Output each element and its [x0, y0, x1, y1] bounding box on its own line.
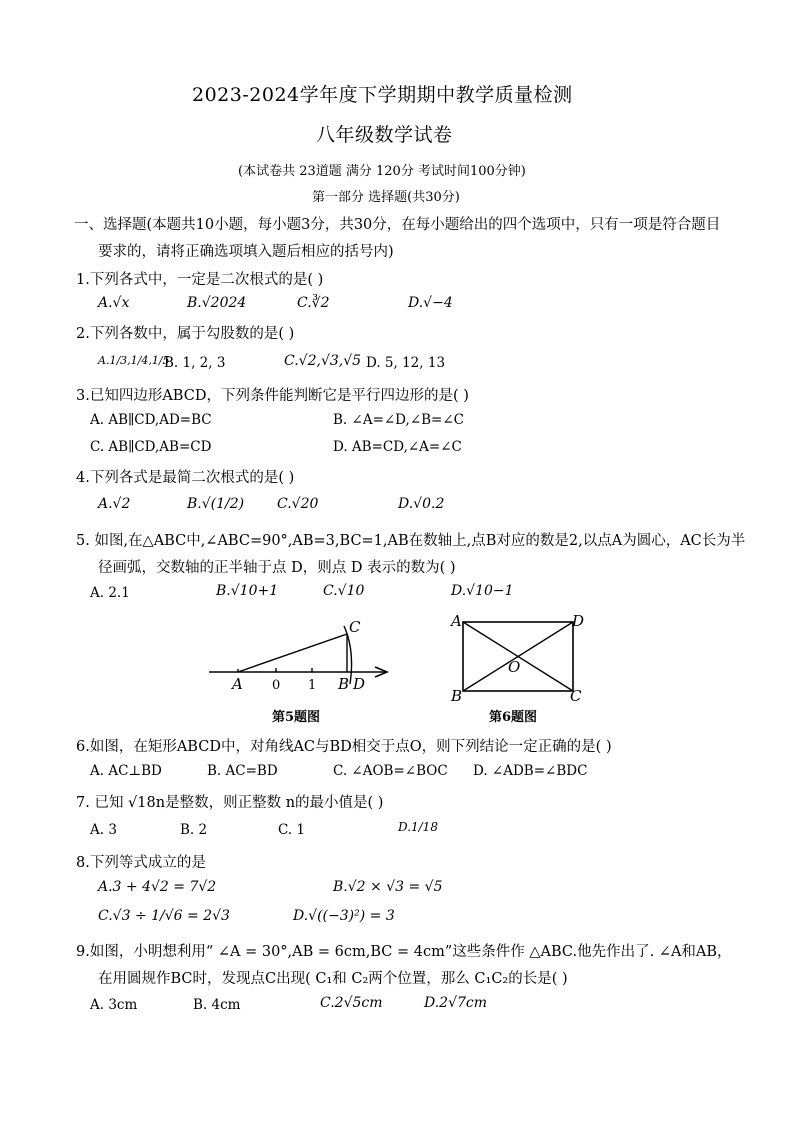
- q6-option-d: D. ∠ADB=∠BDC: [473, 763, 588, 779]
- q7-option-c: C. 1: [278, 822, 306, 838]
- fig6-label-o: O: [508, 658, 521, 676]
- q7-option-d: D.1/18: [398, 820, 438, 834]
- q8-option-d: D.√((−3)²) = 3: [293, 908, 395, 924]
- q6-option-b: B. AC=BD: [207, 763, 278, 779]
- q9-option-d: D.2√7cm: [424, 995, 488, 1011]
- q7-option-b: B. 2: [180, 822, 208, 838]
- q9-stem-line1: 9.如图，小明想利用“ ∠A = 30°,AB = 6cm,BC = 4cm”这些条件作 △ABC.他先作出了. ∠A和AB，: [76, 944, 732, 960]
- q9-option-c: C.2√5cm: [320, 995, 383, 1011]
- q7-stem: 7. 已知 √18n是整数，则正整数 n的最小值是( ): [76, 795, 384, 811]
- part1-heading: 第一部分 选择题(共30分): [312, 190, 460, 205]
- q1-option-b: B.√2024: [187, 295, 247, 311]
- q4-option-c: C.√20: [277, 496, 319, 512]
- figure-5-caption: 第5题图: [272, 710, 321, 725]
- q2-option-a: A.1/3,1/4,1/5: [98, 354, 170, 367]
- fig5-label-a: A: [232, 675, 243, 693]
- q7-option-a: A. 3: [90, 822, 117, 838]
- figure-6-caption: 第6题图: [489, 710, 538, 725]
- figure-6-rectangle: [448, 612, 588, 704]
- q5-option-b: B.√10+1: [216, 583, 279, 599]
- q2-stem: 2.下列各数中，属于勾股数的是( ): [76, 326, 295, 342]
- q9-option-b: B. 4cm: [193, 997, 241, 1013]
- q6-option-a: A. AC⊥BD: [90, 763, 162, 779]
- q6-stem: 6.如图，在矩形ABCD中，对角线AC与BD相交于点O，则下列结论一定正确的是( ): [76, 739, 612, 755]
- fig6-label-b: B: [451, 687, 463, 704]
- q3-option-a: A. AB∥CD,AD=BC: [90, 412, 212, 428]
- fig5-label-b: B: [338, 675, 350, 693]
- fig6-label-c: C: [570, 687, 582, 704]
- q2-option-b: B. 1, 2, 3: [164, 355, 226, 371]
- q2-option-d: D. 5, 12, 13: [366, 355, 446, 371]
- exam-title: 2023-2024学年度下学期期中教学质量检测: [192, 84, 573, 106]
- fig5-label-0: 0: [272, 678, 281, 693]
- fig5-label-1: 1: [308, 678, 317, 693]
- q1-option-a: A.√x: [98, 295, 130, 311]
- q5-stem-line1: 5. 如图,在△ABC中,∠ABC=90°,AB=3,BC=1,AB在数轴上,点B对应的数是2,以点A为圆心，AC长为半: [76, 533, 746, 549]
- q1-option-c: C.∛2: [297, 295, 330, 311]
- fig5-label-c: C: [349, 618, 361, 636]
- section1-intro-line2: 要求的，请将正确选项填入题后相应的括号内): [98, 244, 394, 260]
- q5-stem-line2: 径画弧，交数轴的正半轴于点 D，则点 D 表示的数为( ): [98, 560, 456, 576]
- q3-option-b: B. ∠A=∠D,∠B=∠C: [333, 412, 465, 428]
- q5-option-c: C.√10: [323, 583, 365, 599]
- q6-option-c: C. ∠AOB=∠BOC: [333, 763, 448, 779]
- q2-option-c: C.√2,√3,√5: [284, 353, 362, 369]
- fig5-label-d: D: [353, 675, 366, 693]
- segment-ac: [238, 634, 347, 672]
- q5-option-a: A. 2.1: [90, 585, 130, 601]
- fig6-label-a: A: [451, 612, 462, 630]
- figure-5-number-line: [205, 612, 400, 702]
- fig6-label-d: D: [572, 612, 585, 630]
- exam-subtitle: 八年级数学试卷: [316, 124, 453, 146]
- q8-option-c: C.√3 ÷ 1/√6 = 2√3: [98, 908, 230, 924]
- section1-intro-line1: 一、选择题(本题共10小题，每小题3分，共30分，在每小题给出的四个选项中，只有一项是符合题目: [74, 217, 721, 233]
- exam-note: (本试卷共 23道题 满分 120分 考试时间100分钟): [238, 164, 526, 179]
- q5-option-d: D.√10−1: [451, 583, 514, 599]
- q8-stem: 8.下列等式成立的是: [76, 855, 206, 871]
- q1-stem: 1.下列各式中，一定是二次根式的是( ): [76, 272, 324, 288]
- q4-option-a: A.√2: [98, 496, 131, 512]
- q9-option-a: A. 3cm: [90, 997, 138, 1013]
- q8-option-a: A.3 + 4√2 = 7√2: [98, 879, 217, 895]
- q8-option-b: B.√2 × √3 = √5: [333, 879, 443, 895]
- q4-option-d: D.√0.2: [398, 496, 445, 512]
- q1-option-d: D.√−4: [408, 295, 453, 311]
- q3-option-d: D. AB=CD,∠A=∠C: [333, 439, 462, 455]
- q3-stem: 3.已知四边形ABCD，下列条件能判断它是平行四边形的是( ): [76, 388, 469, 404]
- q4-stem: 4.下列各式是最简二次根式的是( ): [76, 470, 295, 486]
- q9-stem-line2: 在用圆规作BC时，发现点C出现( C₁和 C₂两个位置，那么 C₁C₂的长是( ): [98, 971, 568, 987]
- q3-option-c: C. AB∥CD,AB=CD: [90, 439, 212, 455]
- q4-option-b: B.√(1/2): [187, 496, 245, 512]
